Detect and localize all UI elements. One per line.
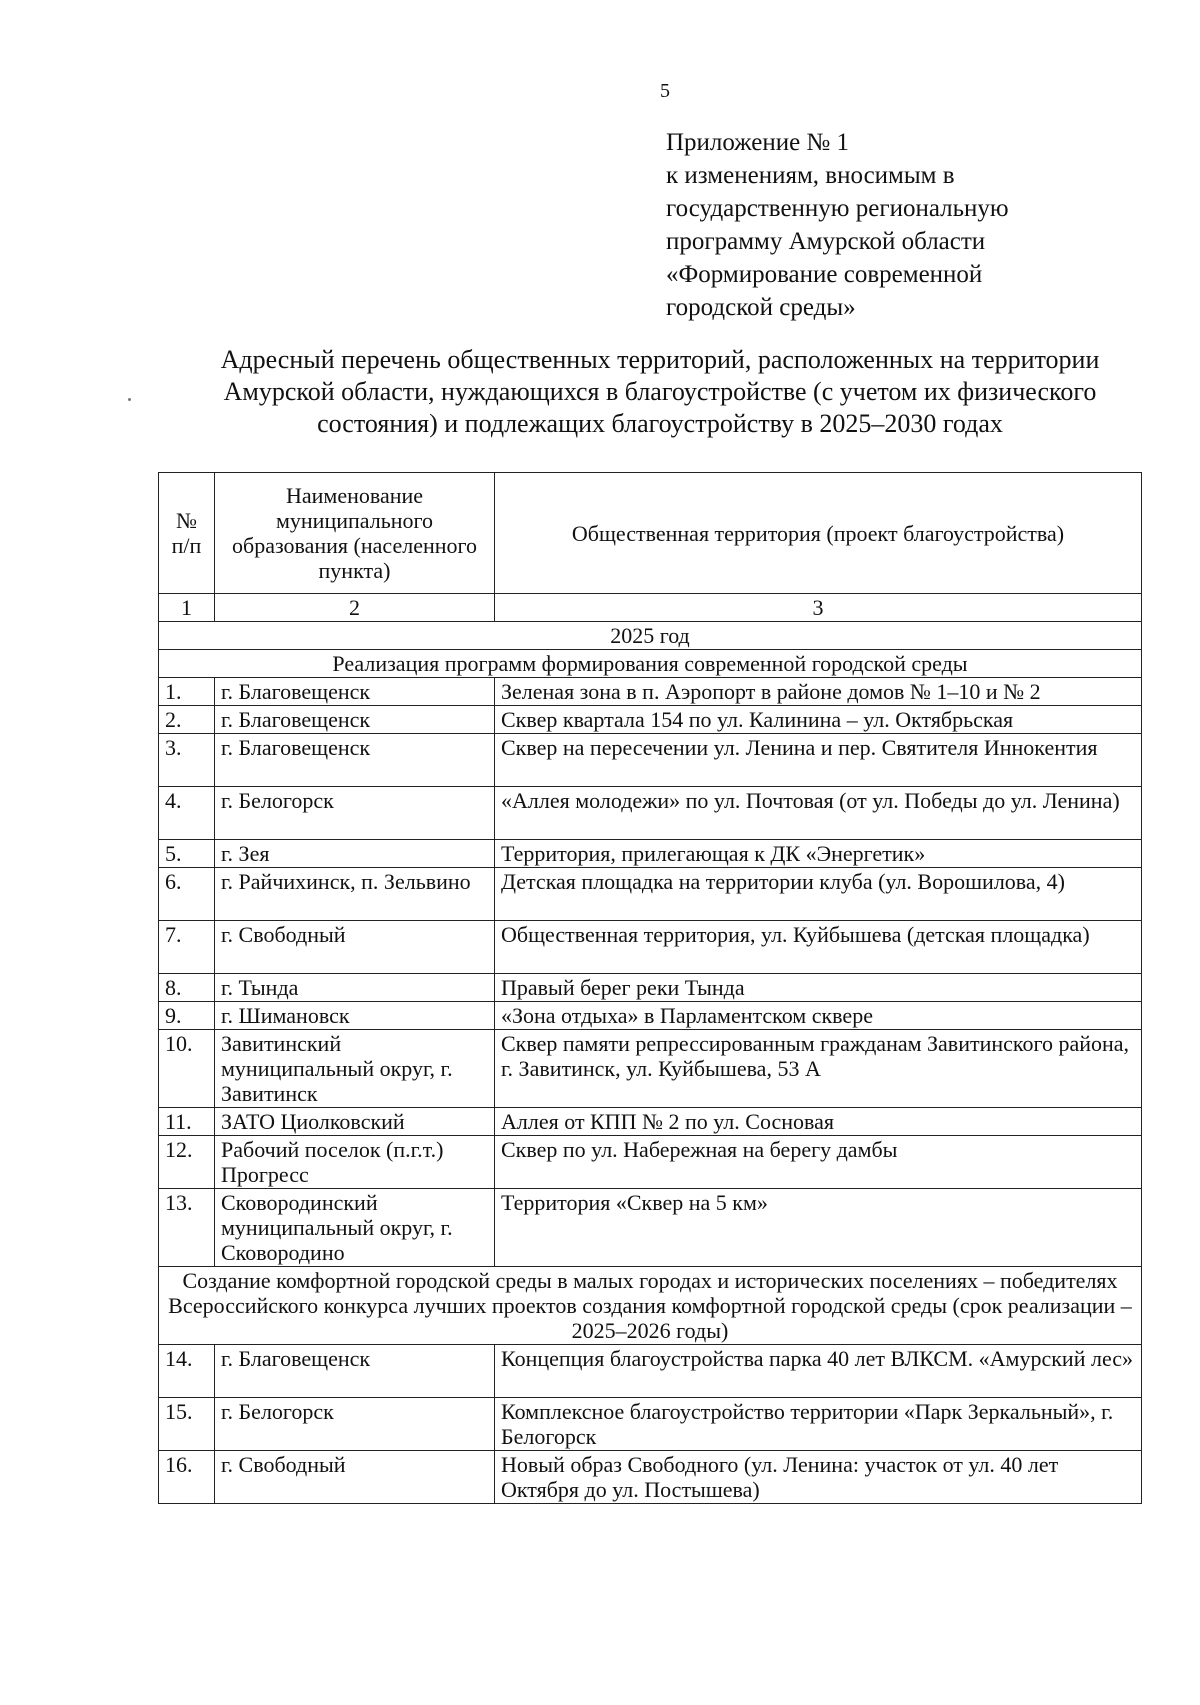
table-row [159, 868, 1142, 921]
row-municipality: г. Благовещенск [215, 706, 495, 734]
table-row [159, 1398, 1142, 1451]
row-territory: Правый берег реки Тында [495, 974, 1142, 1002]
row-territory: Территория, прилегающая к ДК «Энергетик» [495, 840, 1142, 868]
row-number: 15. [159, 1398, 215, 1451]
appendix-block [666, 126, 1009, 324]
section-row [159, 650, 1142, 678]
appendix-line: Приложение № 1 [666, 129, 850, 156]
index-cell: 2 [215, 594, 495, 622]
section-heading-2: Создание комфортной городской среды в малых городах и исторических поселениях – победителях Всероссийского конкурса лучших проектов создания комфортной городской среды (срок реализации – 2025–2026 годы) [159, 1267, 1142, 1345]
appendix-line: государственную региональную [666, 195, 1009, 222]
document-title [170, 344, 1150, 440]
row-municipality: Рабочий поселок (п.г.т.) Прогресс [215, 1136, 495, 1189]
row-number: 1. [159, 678, 215, 706]
row-number: 6. [159, 868, 215, 921]
row-number: 4. [159, 787, 215, 840]
header-municipality: Наименование муниципального образования (населенного пункта) [215, 473, 495, 594]
row-number: 2. [159, 706, 215, 734]
row-municipality: г. Шимановск [215, 1002, 495, 1030]
row-number: 7. [159, 921, 215, 974]
row-territory: Комплексное благоустройство территории «Парк Зеркальный», г. Белогорск [495, 1398, 1142, 1451]
row-territory: Сквер по ул. Набережная на берегу дамбы [495, 1136, 1142, 1189]
row-municipality: г. Белогорск [215, 1398, 495, 1451]
row-territory: Территория «Сквер на 5 км» [495, 1189, 1142, 1267]
row-territory: Аллея от КПП № 2 по ул. Сосновая [495, 1108, 1142, 1136]
row-number: 12. [159, 1136, 215, 1189]
row-municipality: г. Зея [215, 840, 495, 868]
index-cell: 1 [159, 594, 215, 622]
row-number: 13. [159, 1189, 215, 1267]
appendix-line: программу Амурской области [666, 228, 986, 255]
header-territory: Общественная территория (проект благоустройства) [495, 473, 1142, 594]
row-municipality: Завитинский муниципальный округ, г. Завитинск [215, 1030, 495, 1108]
row-number: 8. [159, 974, 215, 1002]
row-municipality: г. Благовещенск [215, 678, 495, 706]
row-municipality: Сковородинский муниципальный округ, г. Сковородино [215, 1189, 495, 1267]
scan-dot [128, 398, 131, 401]
table-row [159, 678, 1142, 706]
table-row [159, 1345, 1142, 1398]
row-territory: Новый образ Свободного (ул. Ленина: участок от ул. 40 лет Октября до ул. Постышева) [495, 1451, 1142, 1504]
table-row [159, 706, 1142, 734]
table-row [159, 974, 1142, 1002]
title-line: состояния) и подлежащих благоустройству в 2025–2030 годах [317, 409, 1003, 438]
row-territory: Сквер квартала 154 по ул. Калинина – ул. Октябрьская [495, 706, 1142, 734]
table-row [159, 1189, 1142, 1267]
table-row [159, 1108, 1142, 1136]
row-municipality: г. Райчихинск, п. Зельвино [215, 868, 495, 921]
table-row [159, 840, 1142, 868]
table-row [159, 1136, 1142, 1189]
table-row [159, 1030, 1142, 1108]
row-municipality: г. Белогорск [215, 787, 495, 840]
year-row [159, 622, 1142, 650]
row-municipality: г. Благовещенск [215, 1345, 495, 1398]
table-row [159, 1002, 1142, 1030]
row-municipality: ЗАТО Циолковский [215, 1108, 495, 1136]
row-territory: Общественная территория, ул. Куйбышева (детская площадка) [495, 921, 1142, 974]
row-number: 11. [159, 1108, 215, 1136]
appendix-line: городской среды» [666, 294, 856, 321]
table-row [159, 734, 1142, 787]
row-territory: Концепция благоустройства парка 40 лет ВЛКСМ. «Амурский лес» [495, 1345, 1142, 1398]
row-municipality: г. Свободный [215, 1451, 495, 1504]
row-territory: Детская площадка на территории клуба (ул. Ворошилова, 4) [495, 868, 1142, 921]
page-number: 5 [660, 80, 670, 102]
row-number: 5. [159, 840, 215, 868]
table-row [159, 1451, 1142, 1504]
year-heading: 2025 год [159, 622, 1142, 650]
territory-table [158, 472, 1142, 1504]
table-row [159, 787, 1142, 840]
index-row [159, 594, 1142, 622]
appendix-line: к изменениям, вносимым в [666, 162, 955, 189]
row-municipality: г. Благовещенск [215, 734, 495, 787]
row-territory: Зеленая зона в п. Аэропорт в районе домов № 1–10 и № 2 [495, 678, 1142, 706]
table-row [159, 921, 1142, 974]
section-heading-1: Реализация программ формирования современной городской среды [159, 650, 1142, 678]
row-municipality: г. Свободный [215, 921, 495, 974]
title-line: Амурской области, нуждающихся в благоустройстве (с учетом их физического [223, 377, 1097, 406]
row-territory: «Аллея молодежи» по ул. Почтовая (от ул. Победы до ул. Ленина) [495, 787, 1142, 840]
row-number: 14. [159, 1345, 215, 1398]
row-number: 16. [159, 1451, 215, 1504]
row-number: 10. [159, 1030, 215, 1108]
row-number: 3. [159, 734, 215, 787]
row-territory: Сквер на пересечении ул. Ленина и пер. Святителя Иннокентия [495, 734, 1142, 787]
appendix-line: «Формирование современной [666, 261, 983, 288]
row-municipality: г. Тында [215, 974, 495, 1002]
header-num: № п/п [159, 473, 215, 594]
row-number: 9. [159, 1002, 215, 1030]
section-row [159, 1267, 1142, 1345]
row-territory: Сквер памяти репрессированным гражданам Завитинского района, г. Завитинск, ул. Куйбышева, 53 А [495, 1030, 1142, 1108]
title-line: Адресный перечень общественных территорий, расположенных на территории [220, 345, 1100, 374]
row-territory: «Зона отдыха» в Парламентском сквере [495, 1002, 1142, 1030]
index-cell: 3 [495, 594, 1142, 622]
